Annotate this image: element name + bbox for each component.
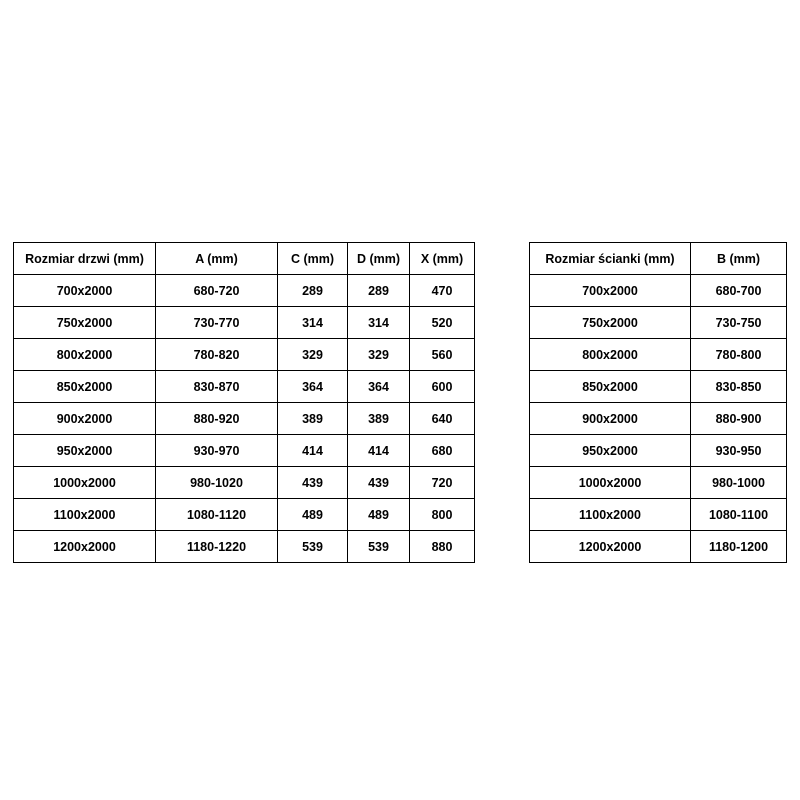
cell-x: 640 <box>410 403 475 435</box>
column-header: C (mm) <box>278 243 348 275</box>
cell-x: 600 <box>410 371 475 403</box>
cell-d: 539 <box>348 531 410 563</box>
column-header: X (mm) <box>410 243 475 275</box>
column-header: Rozmiar ścianki (mm) <box>530 243 691 275</box>
table-row <box>14 371 475 403</box>
cell-size: 1000x2000 <box>14 467 156 499</box>
cell-a: 730-770 <box>156 307 278 339</box>
cell-a: 930-970 <box>156 435 278 467</box>
cell-d: 414 <box>348 435 410 467</box>
table-row <box>530 307 787 339</box>
door-sizes-table <box>13 242 475 563</box>
table-row <box>530 371 787 403</box>
table-row <box>530 275 787 307</box>
cell-b: 1080-1100 <box>691 499 787 531</box>
cell-d: 289 <box>348 275 410 307</box>
column-header: D (mm) <box>348 243 410 275</box>
table-row <box>530 531 787 563</box>
cell-size: 1100x2000 <box>14 499 156 531</box>
cell-size: 850x2000 <box>530 371 691 403</box>
cell-b: 730-750 <box>691 307 787 339</box>
cell-size: 700x2000 <box>14 275 156 307</box>
cell-c: 289 <box>278 275 348 307</box>
cell-x: 800 <box>410 499 475 531</box>
cell-size: 1000x2000 <box>530 467 691 499</box>
cell-c: 314 <box>278 307 348 339</box>
cell-b: 880-900 <box>691 403 787 435</box>
cell-size: 1200x2000 <box>530 531 691 563</box>
cell-c: 539 <box>278 531 348 563</box>
table-header-row <box>530 243 787 275</box>
cell-c: 414 <box>278 435 348 467</box>
table-row <box>14 339 475 371</box>
column-header: Rozmiar drzwi (mm) <box>14 243 156 275</box>
column-header: A (mm) <box>156 243 278 275</box>
table-row <box>530 403 787 435</box>
cell-b: 780-800 <box>691 339 787 371</box>
cell-size: 700x2000 <box>530 275 691 307</box>
column-header: B (mm) <box>691 243 787 275</box>
cell-d: 489 <box>348 499 410 531</box>
cell-size: 900x2000 <box>530 403 691 435</box>
cell-d: 329 <box>348 339 410 371</box>
cell-a: 1080-1120 <box>156 499 278 531</box>
cell-x: 720 <box>410 467 475 499</box>
cell-a: 980-1020 <box>156 467 278 499</box>
cell-size: 950x2000 <box>530 435 691 467</box>
cell-d: 389 <box>348 403 410 435</box>
cell-size: 800x2000 <box>530 339 691 371</box>
table-row <box>14 467 475 499</box>
cell-a: 830-870 <box>156 371 278 403</box>
cell-a: 1180-1220 <box>156 531 278 563</box>
cell-size: 1200x2000 <box>14 531 156 563</box>
table-row <box>14 307 475 339</box>
cell-size: 950x2000 <box>14 435 156 467</box>
cell-c: 489 <box>278 499 348 531</box>
cell-a: 780-820 <box>156 339 278 371</box>
cell-size: 1100x2000 <box>530 499 691 531</box>
cell-b: 930-950 <box>691 435 787 467</box>
table-row <box>530 467 787 499</box>
cell-c: 329 <box>278 339 348 371</box>
cell-d: 314 <box>348 307 410 339</box>
cell-size: 900x2000 <box>14 403 156 435</box>
cell-x: 560 <box>410 339 475 371</box>
cell-c: 389 <box>278 403 348 435</box>
table-row <box>14 435 475 467</box>
cell-size: 750x2000 <box>14 307 156 339</box>
cell-size: 750x2000 <box>530 307 691 339</box>
cell-x: 680 <box>410 435 475 467</box>
table-row <box>14 275 475 307</box>
table-row <box>530 339 787 371</box>
cell-d: 364 <box>348 371 410 403</box>
cell-a: 880-920 <box>156 403 278 435</box>
cell-b: 980-1000 <box>691 467 787 499</box>
cell-x: 520 <box>410 307 475 339</box>
table-row <box>530 435 787 467</box>
table-row <box>14 403 475 435</box>
cell-size: 850x2000 <box>14 371 156 403</box>
cell-x: 470 <box>410 275 475 307</box>
cell-a: 680-720 <box>156 275 278 307</box>
cell-c: 364 <box>278 371 348 403</box>
cell-b: 680-700 <box>691 275 787 307</box>
cell-size: 800x2000 <box>14 339 156 371</box>
cell-b: 1180-1200 <box>691 531 787 563</box>
cell-c: 439 <box>278 467 348 499</box>
table-row <box>530 499 787 531</box>
table-header-row <box>14 243 475 275</box>
table-row <box>14 499 475 531</box>
cell-d: 439 <box>348 467 410 499</box>
wall-sizes-table <box>529 242 787 563</box>
cell-x: 880 <box>410 531 475 563</box>
table-row <box>14 531 475 563</box>
cell-b: 830-850 <box>691 371 787 403</box>
